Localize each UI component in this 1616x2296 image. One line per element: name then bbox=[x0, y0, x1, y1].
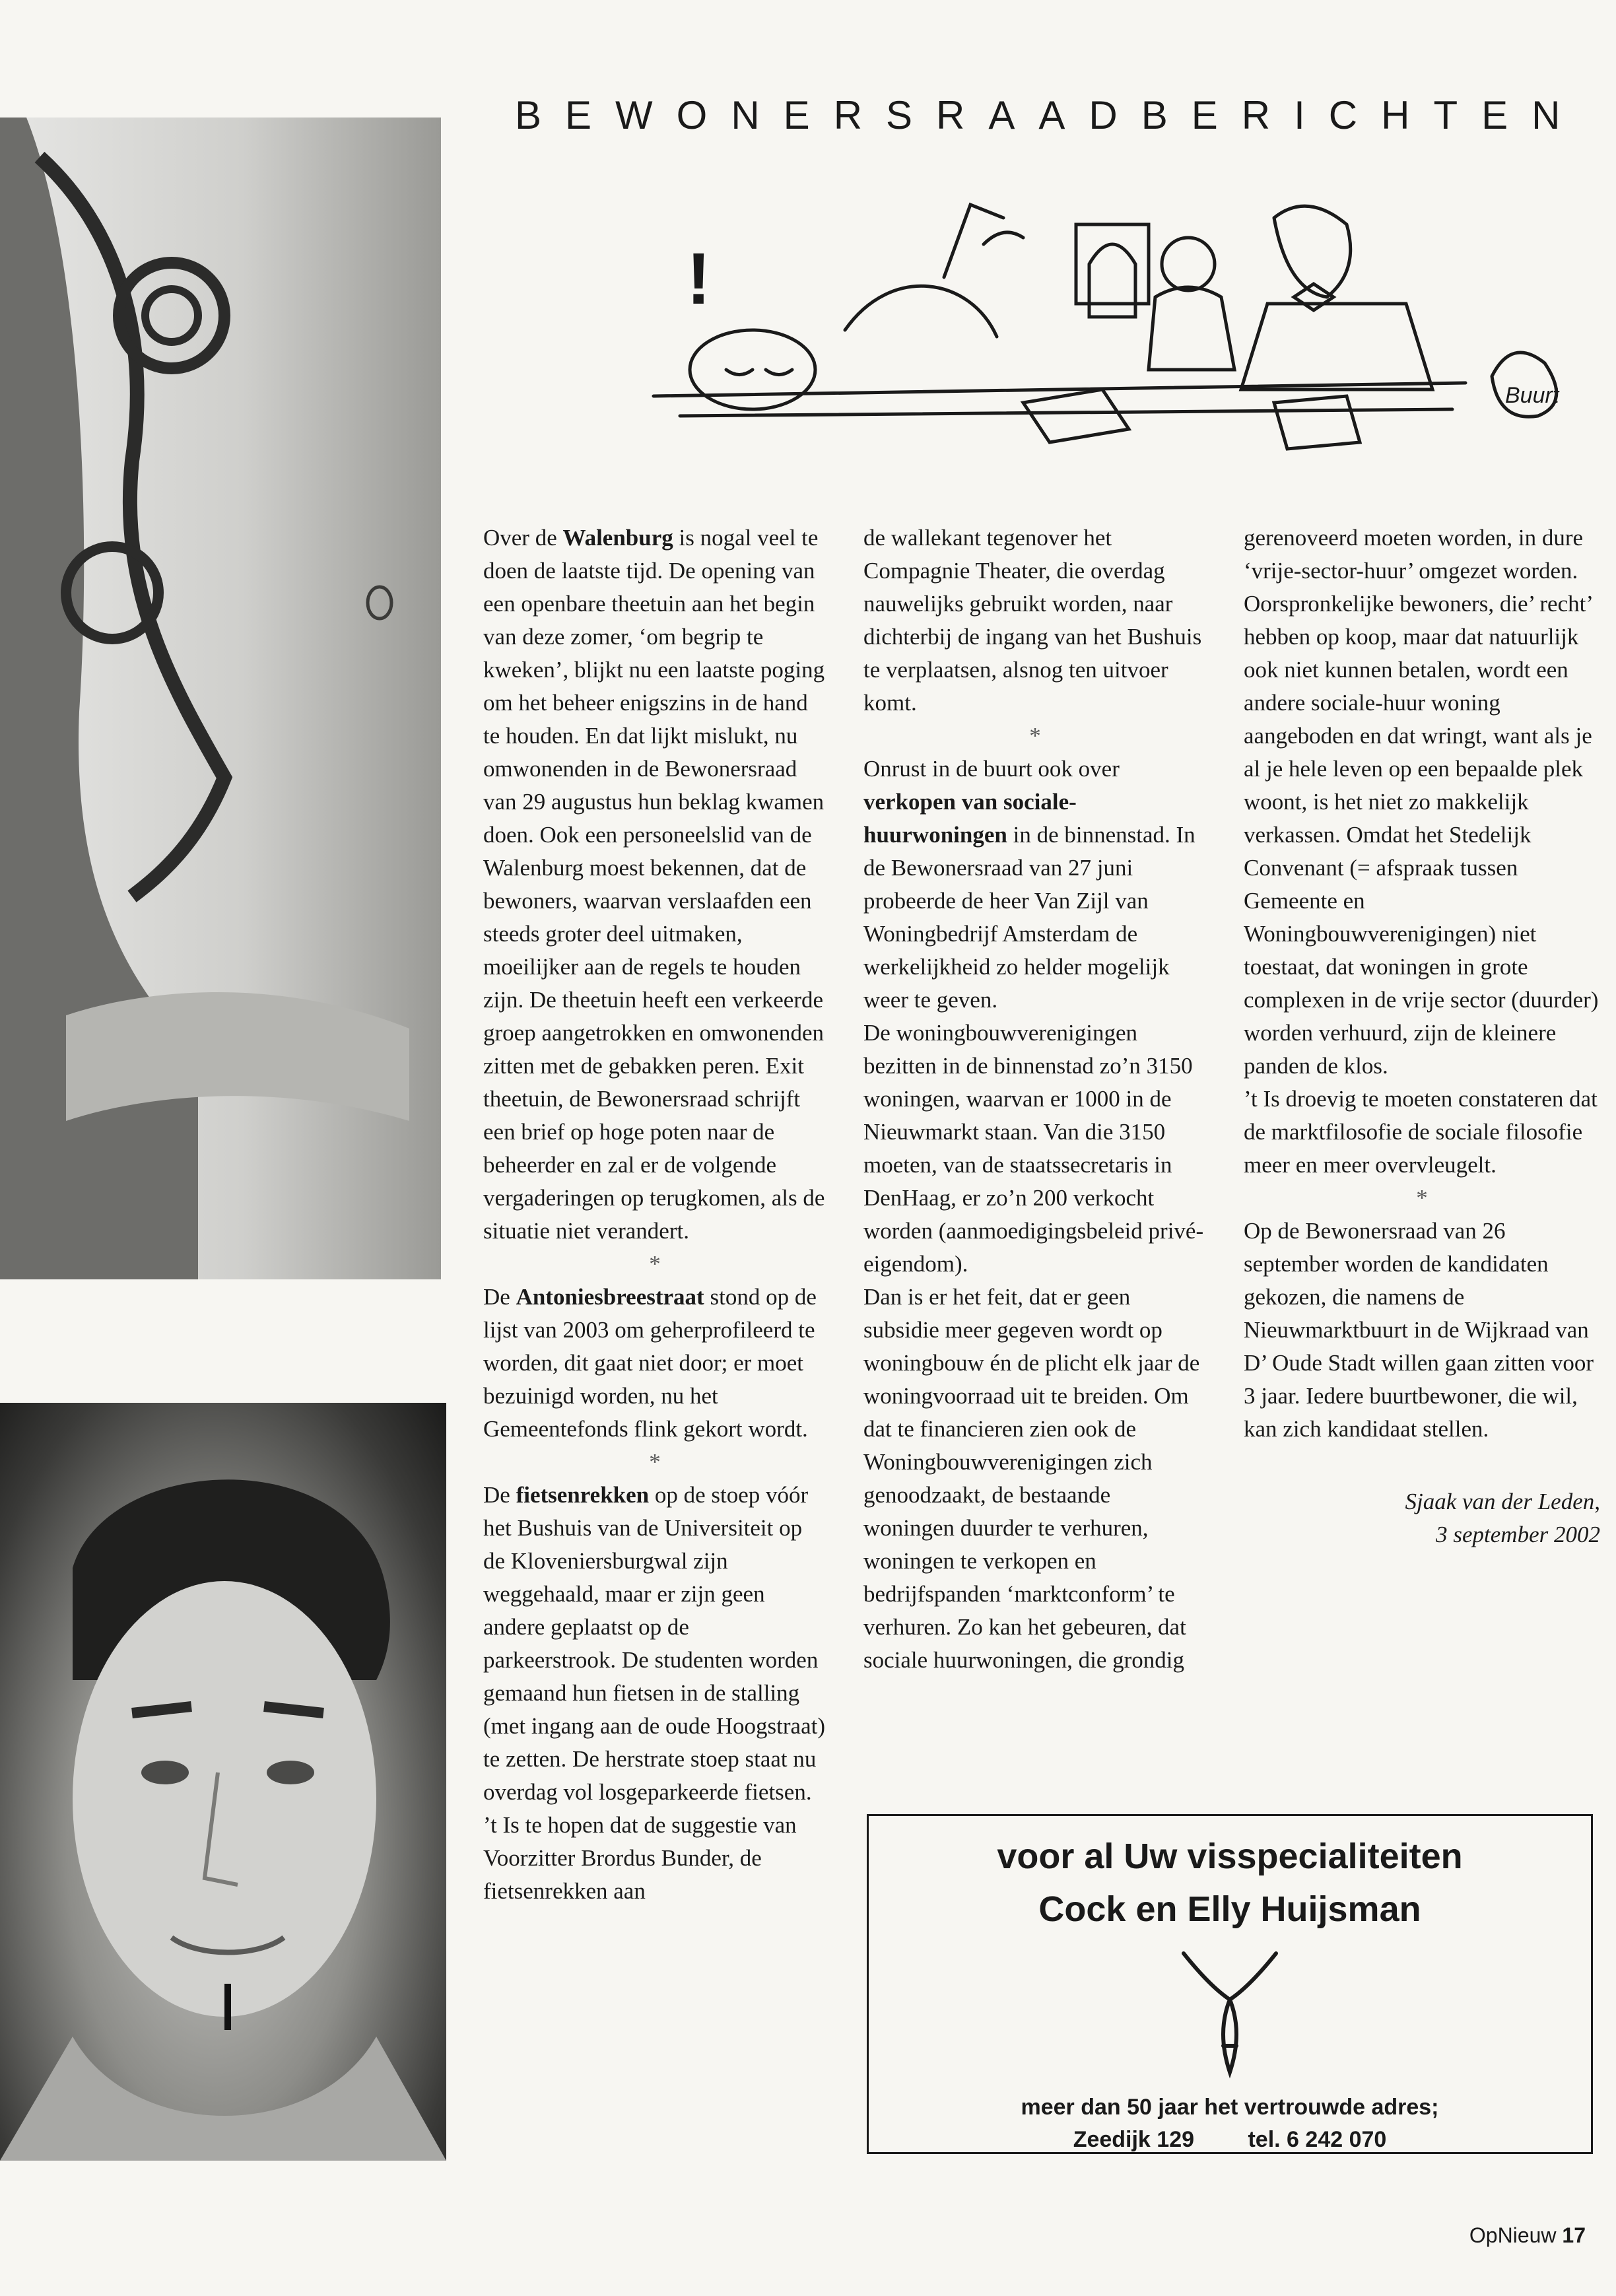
walenburg-keyword: Walenburg bbox=[562, 525, 673, 551]
article-column-3 bbox=[1244, 522, 1600, 1551]
fietsenrekken-paragraph: De fietsenrekken op de stoep vóór het Bushuis van de Universiteit op de Kloveniersburgwal zijn weggehaald, maar er zijn geen andere geplaatst op de parkeerstrook. De studenten worden gemaand hun fietsen in de stalling (met ingang aan de oude Hoogstraat) te zetten. De herstrate stoep staat nu overdag vol losgeparkeerde fietsen. ’t Is te hopen dat de suggestie van Voorzitter Brordus Bunder, de fietsenrekken aan bbox=[483, 1482, 826, 1904]
fish-shop-advertisement bbox=[867, 1814, 1593, 2154]
pierced-face-photo bbox=[0, 1403, 446, 2161]
ad-address: Zeedijk 129 bbox=[1073, 2127, 1195, 2152]
fietsenrekken-continued: de wallekant tegenover het Compagnie Theater, die overdag nauwelijks gebruikt worden, naar dichterbij de ingang van het Bushuis te verplaatsen, alsnog ten uitvoer komt. bbox=[863, 525, 1202, 716]
publication-name: OpNieuw bbox=[1469, 2223, 1557, 2247]
ad-tagline: meer dan 50 jaar het vertrouwde adres; bbox=[1021, 2095, 1439, 2120]
tattooed-arm-photo bbox=[0, 118, 441, 1279]
walenburg-paragraph: Over de Walenburg is nogal veel te doen de laatste tijd. De opening van een openbare theetuin aan het begin van deze zomer, ‘om begrip te kweken’, blijkt nu een laatste poging om het beheer enigszins in de hand te houden. En dat lijkt mislukt, nu omwonenden in de Bewonersraad van 29 augustus hun beklag kwamen doen. Ook een personeelslid van de Walenburg moest bekennen, dat de bewoners, waarvan verslaafden een steeds groter deel uitmaken, moeilijker aan de regels te houden zijn. De theetuin heeft een verkeerde groep aangetrokken en omwonenden zitten met de gebakken peren. Exit theetuin, de Bewonersraad schrijft een brief op hoge poten naar de beheerder en zal er de volgende vergaderingen op terugkomen, als de situatie niet verandert. bbox=[483, 525, 825, 1244]
fietsenrekken-keyword: fietsenrekken bbox=[516, 1482, 650, 1508]
author-name: Sjaak van der Leden, bbox=[1405, 1489, 1600, 1514]
ad-headline: voor al Uw visspecialiteiten bbox=[997, 1837, 1463, 1876]
article-column-1 bbox=[483, 522, 826, 1908]
sociale-huur-paragraph: Onrust in de buurt ook over verkopen van sociale-huurwoningen in de binnenstad. In de Bewonersraad van 27 juni probeerde de heer Van Zijl van Woningbedrijf Amsterdam de werkelijkheid zo helder mogelijk weer te geven. bbox=[863, 756, 1195, 1013]
section-masthead: BEWONERSRAADBERICHTEN bbox=[515, 93, 1584, 137]
author-signature bbox=[1244, 1485, 1600, 1551]
section-separator: * bbox=[1029, 723, 1041, 749]
renovatie-paragraph: gerenoveerd moeten worden, in dure ‘vrije-sector-huur’ omgezet worden. Oorspronkelijke bewoners, die’ recht’ hebben op koop, maar dat natuurlijk ook niet kunnen betalen, wordt een andere sociale-huur woning aangeboden en dat wringt, want als je al je hele leven op een bepaalde plek woont, is het niet zo makkelijk verkassen. Omdat het Stedelijk Convenant (= afspraak tussen Gemeente en Woningbouwverenigingen) niet toestaat, dat woningen in grote complexen in de vrije sector (duurder) worden verhuurd, zijn de kleinere panden de klos. bbox=[1244, 525, 1599, 1079]
ad-contact bbox=[869, 2127, 1591, 2153]
section-separator: * bbox=[649, 1449, 661, 1475]
subsidie-paragraph: Dan is er het feit, dat er geen subsidie meer gegeven wordt op woningbouw én de plicht elk jaar de woningvoorraad uit te breiden. Om dat te financieren zien ook de Woningbouwverenigingen zich genoodzaakt, de bestaande woningen duurder te verhuren, woningen te verkopen en bedrijfspanden ‘marktconform’ te verhuren. Zo kan het gebeuren, dat sociale huurwoningen, die grondig bbox=[863, 1284, 1200, 1673]
meeting-cartoon bbox=[627, 178, 1591, 489]
woningbouwverenigingen-paragraph: De woningbouwverenigingen bezitten in de binnenstad zo’n 3150 woningen, waarvan er 1000 in de Nieuwmarkt staan. Van die 3150 moeten, van de staatssecretaris in DenHaag, er zo’n 200 verkocht worden (aanmoedigingsbeleid privé-eigendom). bbox=[863, 1020, 1204, 1277]
article-column-2 bbox=[863, 522, 1207, 1677]
section-separator: * bbox=[649, 1251, 661, 1277]
antoniesbreestraat-paragraph: De Antoniesbreestraat stond op de lijst van 2003 om geherprofileerd te worden, dit gaat niet door; er moet bezuinigd worden, nu het Gemeentefonds flink gekort wordt. bbox=[483, 1284, 817, 1442]
page-footer bbox=[1469, 2223, 1586, 2248]
cartoon-exclamation: ! bbox=[687, 238, 711, 320]
page-number: 17 bbox=[1562, 2223, 1586, 2247]
marktfilosofie-paragraph: ’t Is droevig te moeten constateren dat de marktfilosofie de sociale filosofie meer en meer overvleugelt. bbox=[1244, 1086, 1598, 1178]
section-separator: * bbox=[1416, 1185, 1428, 1211]
article-date: 3 september 2002 bbox=[1436, 1522, 1600, 1547]
sociale-huur-keyword: verkopen van sociale-huurwoningen bbox=[863, 789, 1077, 848]
ad-shop-name: Cock en Elly Huijsman bbox=[1038, 1889, 1421, 1929]
antoniesbreestraat-keyword: Antoniesbreestraat bbox=[516, 1284, 704, 1310]
wijkraad-paragraph: Op de Bewonersraad van 26 september worden de kandidaten gekozen, die namens de Nieuwmarktbuurt in de Wijkraad van D’ Oude Stadt willen gaan zitten voor 3 jaar. Iedere buurtbewoner, die wil, kan zich kandidaat stellen. bbox=[1244, 1218, 1594, 1442]
fish-logo-icon bbox=[1164, 1947, 1296, 2079]
cartoonist-signature: Buurt bbox=[1505, 383, 1559, 408]
ad-phone: tel. 6 242 070 bbox=[1248, 2127, 1387, 2152]
